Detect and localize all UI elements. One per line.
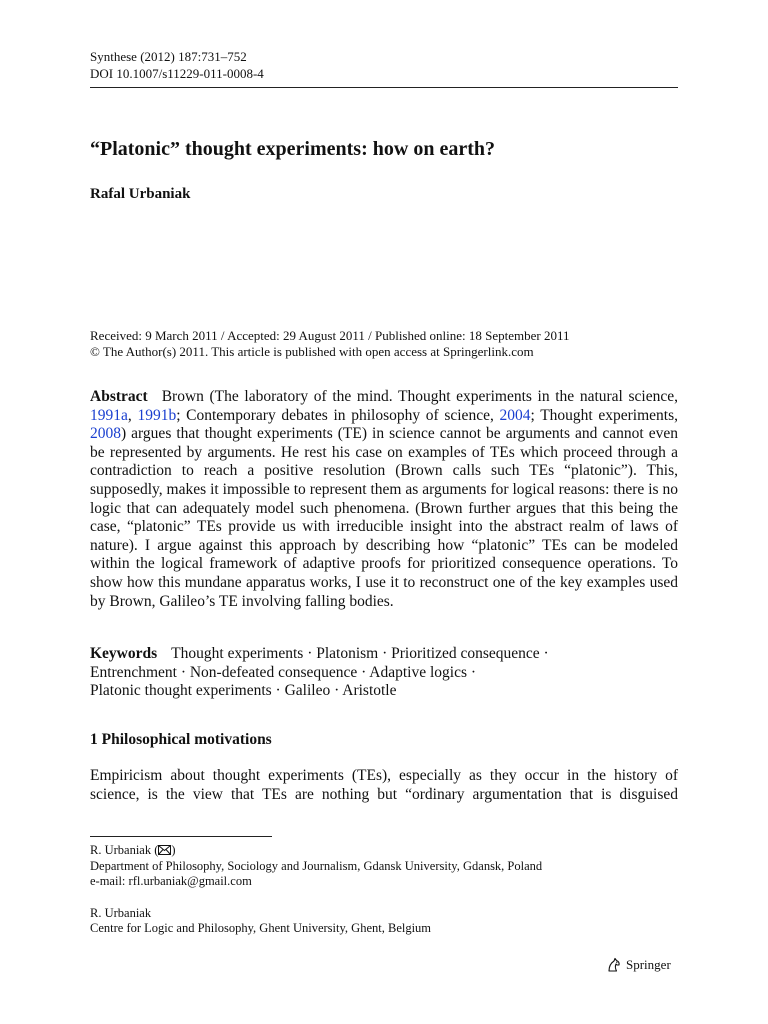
keywords-text: Thought experiments · Platonism · Prioritized consequence ·: [171, 645, 549, 662]
footnote-email[interactable]: e-mail: rfl.urbaniak@gmail.com: [90, 874, 252, 888]
publisher-logo: [606, 957, 671, 973]
publication-dates: Received: 9 March 2011 / Accepted: 29 August 2011 / Published online: 18 September 2011: [90, 328, 570, 343]
keywords: [90, 645, 678, 701]
keywords-line: [90, 645, 678, 664]
citation-link-1991a[interactable]: 1991a: [90, 406, 128, 424]
abstract: [90, 388, 678, 611]
abstract-text: ; Thought experiments,: [530, 406, 679, 424]
footnote-author-end: ): [171, 843, 176, 857]
copyright-notice: © The Author(s) 2011. This article is published with open access at Springerlink.com: [90, 344, 534, 359]
keywords-label: Keywords: [90, 645, 158, 662]
journal-reference: Synthese (2012) 187:731–752: [90, 49, 247, 64]
envelope-icon[interactable]: [158, 844, 171, 859]
body-paragraph: Empiricism about thought experiments (TEs), especially as they occur in the history of science, is the view that TEs are nothing but “ordinary argumentation that is disguised: [90, 767, 678, 803]
footnote-affiliation-text: Department of Philosophy, Sociology and Journalism, Gdansk University, Gdansk, Poland: [90, 859, 543, 873]
footnote-author: R. Urbaniak (: [90, 843, 159, 857]
abstract-text: ,: [127, 406, 138, 424]
publisher-name: Springer: [626, 957, 671, 972]
abstract-label: Abstract: [90, 388, 148, 405]
footnote-author: R. Urbaniak: [90, 906, 152, 920]
footnote-affiliation-2: [90, 906, 431, 936]
abstract-text: ) argues that thought experiments (TE) in science cannot be arguments and cannot even be represented by arguments. He rest his case on examples of TEs which proceed through a contradiction to reach a positive resolution (Brown calls such TEs “platonic”). This, supposedly, makes it impossible to represent them as arguments for logical reasons: there is no logic that can adequately model such phenomena. (Brown further argues that this being the case, “platonic” TEs provide us with irreducible insight into the abstract realm of laws of nature). I argue against this approach by describing how “platonic” TEs can be modeled within the logical framework of adaptive proofs for prioritized consequence operations. To show how this mundane apparatus works, I use it to reconstruct one of the key examples used by Brown, Galileo’s TE involving falling bodies.: [90, 425, 678, 610]
author-name: Rafal Urbaniak: [90, 186, 191, 202]
section-heading: 1 Philosophical motivations: [90, 731, 272, 748]
footnote-author-line: [90, 843, 542, 859]
abstract-text: Brown (The laboratory of the mind. Thought experiments in the natural science,: [161, 388, 678, 405]
doi: DOI 10.1007/s11229-011-0008-4: [90, 66, 264, 81]
abstract-text: ; Contemporary debates in philosophy of science,: [176, 406, 500, 424]
article-title: “Platonic” thought experiments: how on earth?: [90, 138, 495, 160]
footnote-affiliation-text: Centre for Logic and Philosophy, Ghent University, Ghent, Belgium: [90, 921, 432, 935]
footnote-rule: [90, 836, 272, 837]
header-rule: [90, 87, 678, 88]
citation-link-2008[interactable]: 2008: [90, 425, 121, 443]
footnote-affiliation-1: [90, 843, 542, 889]
keywords-line: Entrenchment · Non-defeated consequence · Adaptive logics ·: [90, 663, 477, 681]
citation-link-2004[interactable]: 2004: [499, 406, 531, 424]
keywords-line: Platonic thought experiments · Galileo · Aristotle: [90, 682, 397, 700]
springer-horse-icon: [606, 957, 622, 973]
citation-link-1991b[interactable]: 1991b: [137, 406, 177, 424]
